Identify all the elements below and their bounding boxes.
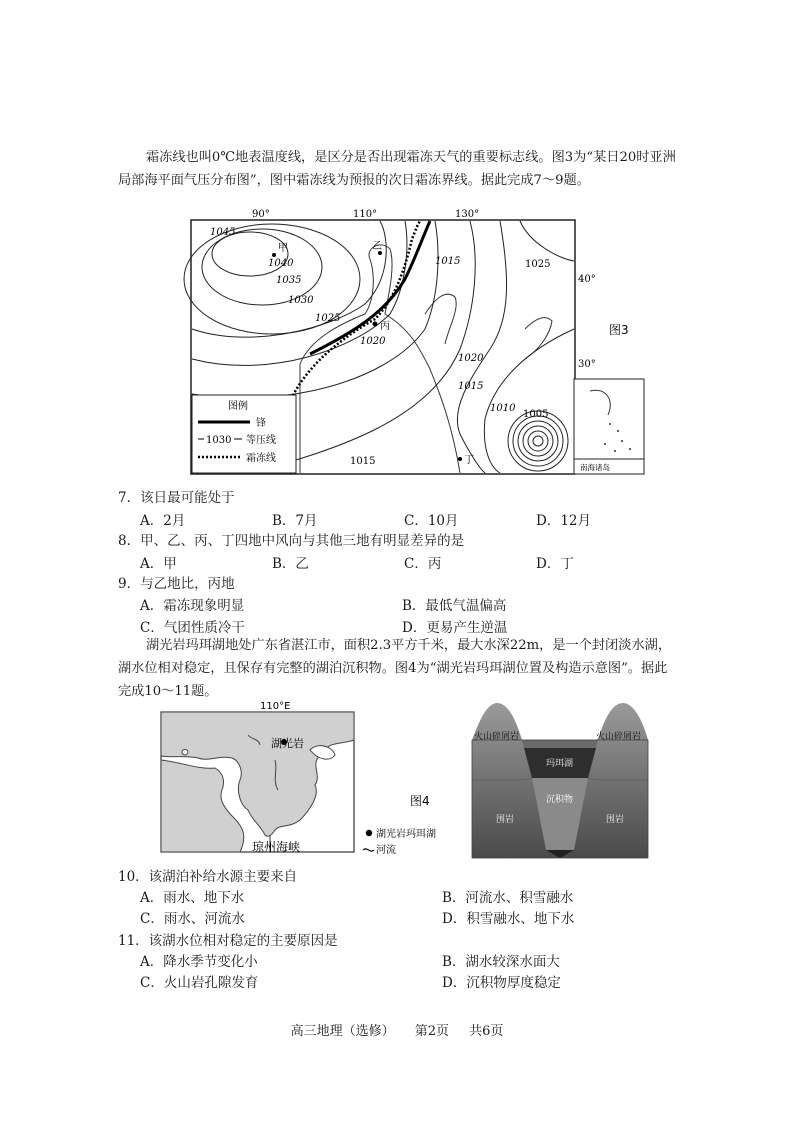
q10-option-c[interactable]: C．雨水、河流水 xyxy=(140,911,245,927)
fig4-legend-river: 河流 xyxy=(376,845,396,856)
place-jia: 甲 xyxy=(278,243,288,254)
figure-4-label: 图4 xyxy=(410,794,430,808)
legend-isobar-sample: 1030 xyxy=(206,435,232,446)
figure-4-lake-map xyxy=(160,700,650,860)
q11-option-b[interactable]: B．湖水较深水面大 xyxy=(442,954,560,970)
fig4-volcanic-right: 火山碎屑岩 xyxy=(596,732,642,742)
footer-total: 共6页 xyxy=(469,1024,504,1039)
q10-option-a[interactable]: A．雨水、地下水 xyxy=(140,890,245,906)
isobar-label-1020: 1020 xyxy=(360,336,386,347)
isobar-label-1015-east: 1015 xyxy=(458,381,484,392)
isobar-label-1045: 1045 xyxy=(210,227,236,238)
isobar-label-1035: 1035 xyxy=(276,275,302,286)
figure-3-pressure-map xyxy=(190,209,646,475)
intro-paragraph-1: 霜冻线也叫0℃地表温度线，是区分是否出现霜冻天气的重要标志线。图3为“某日20时亚洲局部海平面气压分布图”，图中霜冻线为预报的次日霜冻界线。据此完成7～9题。 xyxy=(118,150,676,188)
fig4-lon-label: 110°E xyxy=(260,701,291,712)
q10-option-d[interactable]: D．积雪融水、地下水 xyxy=(442,911,575,927)
place-ding: 丁 xyxy=(464,455,474,466)
figure-3-label: 图3 xyxy=(609,323,629,337)
isobar-label-1020-east: 1020 xyxy=(458,353,484,364)
legend-frost: 霜冻线 xyxy=(246,453,276,464)
fig4-place-huguangyan: 湖光岩 xyxy=(271,737,304,750)
fig4-sediment-label: 沉积物 xyxy=(546,795,574,805)
isobar-label-1030: 1030 xyxy=(288,295,314,306)
isobar-label-1015-south: 1015 xyxy=(350,456,376,467)
isobar-label-1025-east: 1025 xyxy=(525,259,551,270)
q7-option-c[interactable]: C．10月 xyxy=(404,513,459,529)
lon-label-110: 110° xyxy=(353,209,378,220)
q11-option-c[interactable]: C．火山岩孔隙发育 xyxy=(140,975,259,991)
intro-paragraph-2: 湖光岩玛珥湖地处广东省湛江市，面积2.3平方千米，最大水深22m，是一个封闭淡水湖，湖水位相对稳定，且保存有完整的湖泊沉积物。图4为“湖光岩玛珥湖位置及构造示意图”。据此完成10～11题。 xyxy=(118,638,672,699)
isobar-label-1025: 1025 xyxy=(315,313,341,324)
q9-option-c[interactable]: C．气团性质冷干 xyxy=(140,620,245,636)
legend-front: 锋 xyxy=(256,418,266,429)
lon-label-90: 90° xyxy=(252,209,270,220)
question-7: 7．该日最可能处于 xyxy=(118,490,235,506)
q8-option-d[interactable]: D．丁 xyxy=(536,556,574,572)
legend-title: 图例 xyxy=(228,401,248,412)
place-bing: 丙 xyxy=(380,321,390,332)
fig4-strait-label: 琼州海峡 xyxy=(252,840,301,854)
q9-option-a[interactable]: A．霜冻现象明显 xyxy=(140,598,245,614)
q8-option-a[interactable]: A．甲 xyxy=(140,556,177,572)
isobar-label-1015-north: 1015 xyxy=(435,256,461,267)
fig4-legend-lake: 湖光岩玛珥湖 xyxy=(376,829,436,840)
legend-isobar: 等压线 xyxy=(246,435,276,446)
fig4-lake-label: 玛珥湖 xyxy=(546,759,574,769)
fig4-volcanic-left: 火山碎屑岩 xyxy=(474,732,520,742)
question-9: 9．与乙地比，丙地 xyxy=(118,576,235,592)
q7-option-b[interactable]: B．7月 xyxy=(272,513,318,529)
footer-page: 第2页 xyxy=(414,1024,449,1039)
q11-option-a[interactable]: A．降水季节变化小 xyxy=(140,954,258,970)
inset-label: 南海诸岛 xyxy=(580,463,610,472)
lat-label-40: 40° xyxy=(578,274,596,285)
question-11: 11．该湖水位相对稳定的主要原因是 xyxy=(118,933,338,949)
place-yi: 乙 xyxy=(372,241,382,252)
fig4-rock-right: 围岩 xyxy=(606,815,625,825)
q9-option-d[interactable]: D．更易产生逆温 xyxy=(402,620,508,636)
q8-option-c[interactable]: C．丙 xyxy=(404,556,442,572)
q7-option-d[interactable]: D．12月 xyxy=(536,513,592,529)
footer-subject: 高三地理（选修） xyxy=(290,1024,395,1039)
q8-option-b[interactable]: B．乙 xyxy=(272,556,309,572)
q9-option-b[interactable]: B．最低气温偏高 xyxy=(402,598,507,614)
isobar-label-1040: 1040 xyxy=(268,258,294,269)
q7-option-a[interactable]: A．2月 xyxy=(140,513,186,529)
question-10: 10．该湖泊补给水源主要来自 xyxy=(118,869,298,885)
lon-label-130: 130° xyxy=(455,209,480,220)
isobar-label-1010: 1010 xyxy=(490,403,516,414)
question-8: 8．甲、乙、丙、丁四地中风向与其他三地有明显差异的是 xyxy=(118,533,465,549)
q11-option-d[interactable]: D．沉积物厚度稳定 xyxy=(442,975,561,991)
q10-option-b[interactable]: B．河流水、积雪融水 xyxy=(442,890,574,906)
page-footer xyxy=(0,1020,794,1039)
fig4-rock-left: 围岩 xyxy=(496,815,515,825)
isobar-label-1005: 1005 xyxy=(523,409,549,420)
lat-label-30: 30° xyxy=(578,359,596,370)
